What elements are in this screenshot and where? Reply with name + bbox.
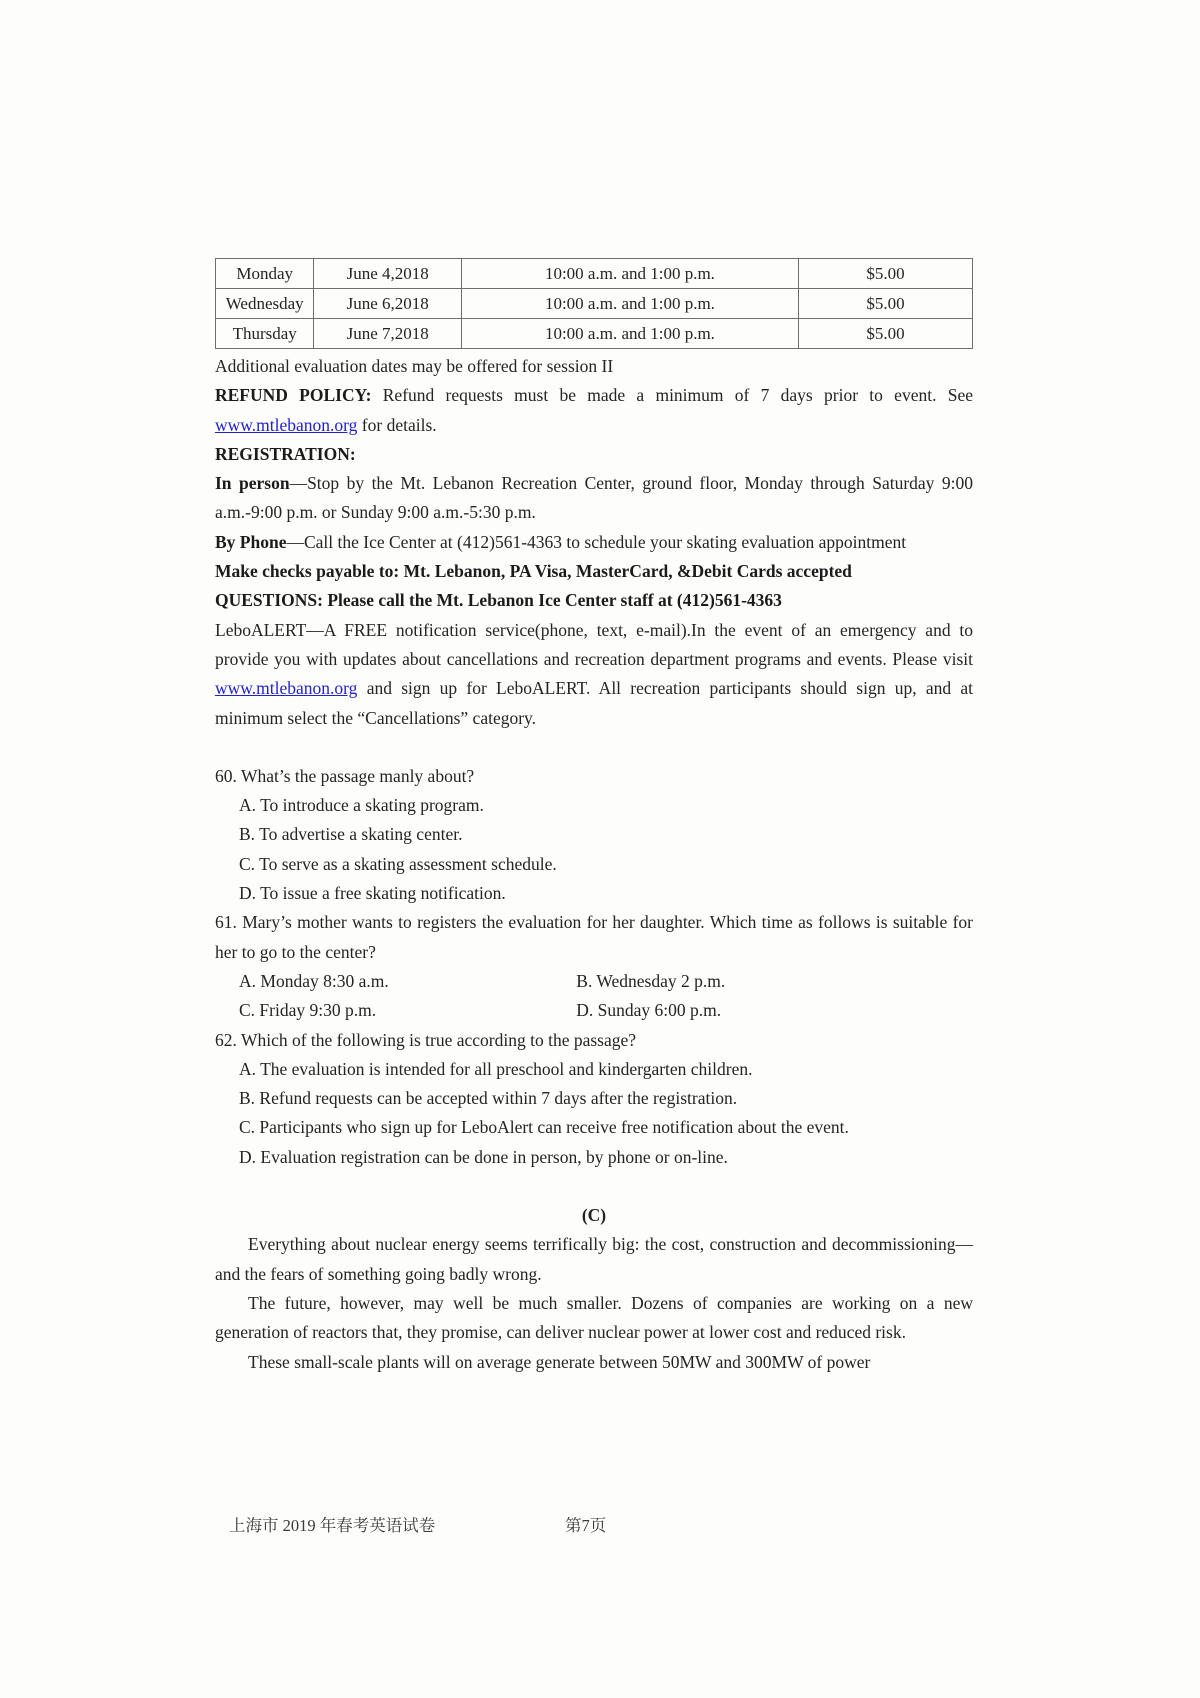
question-61-option-a: A. Monday 8:30 a.m. xyxy=(239,970,389,991)
question-60 xyxy=(215,762,973,908)
table-cell-day: Monday xyxy=(216,259,314,289)
question-60-option-c: C. To serve as a skating assessment schedule. xyxy=(239,853,557,874)
question-61-option-c: C. Friday 9:30 p.m. xyxy=(239,1000,377,1021)
lebo-alert-text-2: and sign up for LeboALERT. All recreation participants should sign up, and at minimum select the “Cancellations” category. xyxy=(215,678,974,728)
question-number: 61. xyxy=(215,912,237,933)
question-61 xyxy=(215,908,973,1025)
mtlebanon-link-2[interactable]: www.mtlebanon.org xyxy=(215,678,358,699)
table-cell-day: Wednesday xyxy=(216,289,314,319)
page-number: 第7页 xyxy=(565,1516,607,1535)
questions-contact-line xyxy=(215,586,973,615)
question-number: 62. xyxy=(215,1029,237,1050)
questions-contact-text: QUESTIONS: Please call the Mt. Lebanon Ice Center staff at (412)561-4363 xyxy=(215,590,782,611)
refund-policy-line xyxy=(215,381,973,440)
question-60-option-d: D. To issue a free skating notification. xyxy=(239,883,506,904)
table-row xyxy=(216,289,973,319)
questions-block xyxy=(215,762,973,1172)
footer-title: 上海市 2019 年春考英语试卷 xyxy=(229,1516,436,1535)
question-61-option-d: D. Sunday 6:00 p.m. xyxy=(576,1000,722,1021)
in-person-text: —Stop by the Mt. Lebanon Recreation Center, ground floor, Monday through Saturday 9:00 a.m.-9:00 p.m. or Sunday 9:00 a.m.-5:30 p.m. xyxy=(215,473,973,523)
by-phone-text: —Call the Ice Center at (412)561-4363 to schedule your skating evaluation appointment xyxy=(286,531,907,552)
section-c-heading: (C) xyxy=(581,1205,607,1226)
in-person-label: In person xyxy=(215,473,290,494)
passage-paragraph-3: These small-scale plants will on average generate between 50MW and 300MW of power xyxy=(248,1351,871,1372)
question-text: What’s the passage manly about? xyxy=(240,765,475,786)
table-cell-time: 10:00 a.m. and 1:00 p.m. xyxy=(462,259,799,289)
in-person-line xyxy=(215,469,973,528)
question-62-option-a: A. The evaluation is intended for all preschool and kindergarten children. xyxy=(239,1058,753,1079)
mtlebanon-link[interactable]: www.mtlebanon.org xyxy=(215,414,358,435)
passage-paragraph-1: Everything about nuclear energy seems terrifically big: the cost, construction and decommissioning—and the fears of something going badly wrong. xyxy=(215,1234,973,1284)
registration-heading xyxy=(215,440,973,469)
checks-text: Make checks payable to: Mt. Lebanon, PA Visa, MasterCard, &Debit Cards accepted xyxy=(215,561,852,582)
table-cell-day: Thursday xyxy=(216,319,314,349)
section-c xyxy=(215,1201,973,1377)
question-62-text xyxy=(215,1026,973,1055)
refund-policy-label: REFUND POLICY: xyxy=(215,385,372,406)
question-61-option-b: B. Wednesday 2 p.m. xyxy=(576,970,726,991)
schedule-table xyxy=(215,258,973,349)
question-62-option-d: D. Evaluation registration can be done in person, by phone or on-line. xyxy=(239,1146,728,1167)
table-cell-price: $5.00 xyxy=(798,259,972,289)
question-61-text xyxy=(215,908,973,967)
question-text: Mary’s mother wants to registers the evaluation for her daughter. Which time as follows is suitable for her to go to the center? xyxy=(215,912,973,962)
table-row xyxy=(216,259,973,289)
question-61-options xyxy=(215,967,973,1026)
lebo-alert-text-1: LeboALERT—A FREE notification service(phone, text, e-mail).In the event of an emergency and to provide you with updates about cancellations and recreation department programs and events. Please visit xyxy=(215,619,973,669)
table-cell-price: $5.00 xyxy=(798,319,972,349)
question-number: 60. xyxy=(215,765,237,786)
question-text: Which of the following is true according to the passage? xyxy=(240,1029,637,1050)
question-60-text xyxy=(215,762,973,791)
lebo-alert-paragraph xyxy=(215,616,973,733)
table-cell-price: $5.00 xyxy=(798,289,972,319)
registration-label: REGISTRATION: xyxy=(215,443,356,464)
table-cell-date: June 4,2018 xyxy=(314,259,462,289)
refund-policy-text: Refund requests must be made a minimum of 7 days prior to event. See xyxy=(382,385,973,406)
checks-line xyxy=(215,557,973,586)
page-footer xyxy=(215,1512,973,1541)
question-62 xyxy=(215,1026,973,1172)
question-62-option-b: B. Refund requests can be accepted within 7 days after the registration. xyxy=(239,1088,738,1109)
question-62-option-c: C. Participants who sign up for LeboAlert can receive free notification about the event. xyxy=(239,1117,849,1138)
refund-policy-tail: for details. xyxy=(361,414,437,435)
section-c-passage xyxy=(215,1230,973,1376)
table-cell-date: June 6,2018 xyxy=(314,289,462,319)
question-60-option-b: B. To advertise a skating center. xyxy=(239,824,463,845)
exam-content xyxy=(215,258,973,1377)
table-cell-date: June 7,2018 xyxy=(314,319,462,349)
table-row xyxy=(216,319,973,349)
by-phone-label: By Phone xyxy=(215,531,287,552)
passage-paragraph-2: The future, however, may well be much smaller. Dozens of companies are working on a new generation of reactors that, they promise, can deliver nuclear power at lower cost and reduced risk. xyxy=(215,1292,973,1343)
question-60-option-a: A. To introduce a skating program. xyxy=(239,795,484,816)
table-cell-time: 10:00 a.m. and 1:00 p.m. xyxy=(462,319,799,349)
table-note: Additional evaluation dates may be offered for session II xyxy=(215,356,614,376)
table-cell-time: 10:00 a.m. and 1:00 p.m. xyxy=(462,289,799,319)
by-phone-line xyxy=(215,528,973,557)
